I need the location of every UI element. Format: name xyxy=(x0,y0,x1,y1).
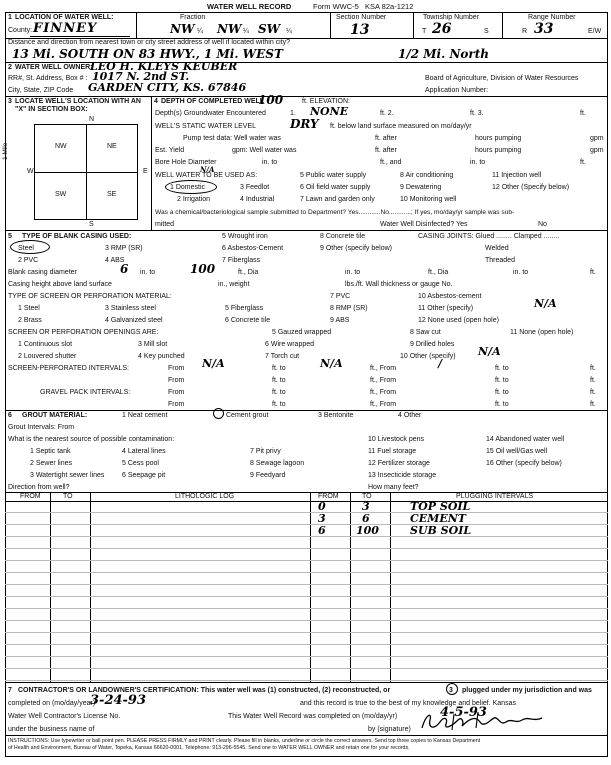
range-prefix: R xyxy=(522,28,528,35)
log-rule xyxy=(5,620,608,621)
submitted-label: mitted xyxy=(155,221,175,228)
perf-mark-3[interactable]: / xyxy=(438,357,443,370)
use-irrigation[interactable]: 2 Irrigation xyxy=(177,196,211,203)
how-many-feet-label: How many feet? xyxy=(368,484,419,491)
in-to: in. to xyxy=(345,269,361,276)
casing-fiberglass[interactable]: 7 Fiberglass xyxy=(222,257,261,264)
screen-pvc[interactable]: 7 PVC xyxy=(330,293,351,300)
ft-to: ft. to xyxy=(272,389,286,396)
locate-label: LOCATE WELL'S LOCATION WITH AN "X" IN SECTION BOX: xyxy=(15,98,141,113)
depth-value[interactable]: 100 xyxy=(258,93,284,107)
contam-insecticide[interactable]: 13 Insecticide storage xyxy=(368,472,437,479)
mile-label: 1 Mile xyxy=(2,142,9,160)
from: From xyxy=(168,389,185,396)
est-yield-label: Est. Yield xyxy=(155,147,185,154)
ft: ft. xyxy=(580,159,586,166)
joints-welded[interactable]: Welded xyxy=(485,245,509,252)
ft-from: ft., From xyxy=(370,389,397,396)
casing-other[interactable]: 9 Other (specify below) xyxy=(320,245,392,252)
license-label: Water Well Contractor's License No. xyxy=(8,713,121,720)
plug-to[interactable]: 3 xyxy=(362,500,370,513)
certification-text: CONTRACTOR'S OR LANDOWNER'S CERTIFICATION: This water well was (1) constructed, (2) reconstructed, or xyxy=(18,687,391,694)
plug-desc[interactable]: SUB SOIL xyxy=(410,524,472,537)
completed-value[interactable]: 3-24-93 xyxy=(90,693,147,708)
contam-cess[interactable]: 5 Cess pool xyxy=(122,460,159,467)
completed-label: completed on (mo/day/year) xyxy=(8,700,96,707)
plug-from[interactable]: 0 xyxy=(318,500,326,513)
ft: ft. xyxy=(590,269,596,276)
ft-from: ft., From xyxy=(370,401,397,408)
opening-wire[interactable]: 6 Wire wrapped xyxy=(265,341,315,348)
ft-from: ft., From xyxy=(370,377,397,384)
static-level-label: WELL'S STATIC WATER LEVEL xyxy=(155,123,257,130)
hours-pumping: hours pumping xyxy=(475,147,522,154)
log-header-from2: FROM xyxy=(318,493,339,500)
use-lawn[interactable]: 7 Lawn and garden only xyxy=(300,196,375,203)
contam-lateral[interactable]: 4 Lateral lines xyxy=(122,448,166,455)
screen-rmp[interactable]: 8 RMP (SR) xyxy=(330,305,368,312)
screen-asbestos[interactable]: 10 Asbestos-cement xyxy=(418,293,482,300)
casing-diameter-label: Blank casing diameter xyxy=(8,269,77,276)
owner-label: WATER WELL OWNER: xyxy=(15,64,93,71)
ft-to: ft. to xyxy=(495,389,509,396)
casing-type-label: TYPE OF BLANK CASING USED: xyxy=(22,233,132,240)
log-col xyxy=(390,493,391,682)
opening-other[interactable]: 10 Other (specify) xyxy=(400,353,456,360)
contam-other[interactable]: 16 Other (specify below) xyxy=(486,460,562,467)
bore-diameter-label: Bore Hole Diameter xyxy=(155,159,217,166)
section-7-number: 7 xyxy=(8,687,12,694)
hours-pumping: hours pumping xyxy=(475,135,522,142)
opening-key[interactable]: 4 Key punched xyxy=(138,353,185,360)
log-rule xyxy=(5,608,608,609)
section-number-value[interactable]: 13 xyxy=(350,22,370,38)
section-box-hline xyxy=(34,172,138,173)
grout-other[interactable]: 4 Other xyxy=(398,412,422,419)
screen-stainless[interactable]: 3 Stainless steel xyxy=(105,305,156,312)
business-name-label: under the business name of xyxy=(8,726,95,733)
log-rule xyxy=(5,584,608,585)
pump-test-label: Pump test data: Well water was xyxy=(183,135,281,142)
contam-seepage[interactable]: 6 Seepage pit xyxy=(122,472,166,479)
true-statement: and this record is true to the best of my knowledge and belief. Kansas xyxy=(300,700,516,707)
disinfected-label: Water Well Disinfected? Yes xyxy=(380,221,468,228)
distance-label: Distance and direction from nearest town or city street address of well if located within city? xyxy=(8,39,291,46)
log-rule xyxy=(5,512,608,513)
log-header-plugging: PLUGGING INTERVALS xyxy=(456,493,534,500)
range-value[interactable]: 33 xyxy=(534,21,554,37)
section-6-number: 6 xyxy=(8,412,12,419)
perforated-intervals-label: SCREEN-PERFORATED INTERVALS: xyxy=(8,365,129,372)
casing-asbestos[interactable]: 6 Asbestos-Cement xyxy=(222,245,284,252)
divider xyxy=(413,12,414,38)
ft-dia: ft., Dia xyxy=(238,269,259,276)
rule xyxy=(5,410,608,411)
use-label: WELL WATER TO BE USED AS: xyxy=(155,172,258,179)
ksa-reference: KSA 82a-1212 xyxy=(365,2,414,11)
screen-steel[interactable]: 1 Steel xyxy=(18,305,40,312)
ft-after: ft. after xyxy=(375,135,397,142)
log-rule xyxy=(5,632,608,633)
openings-label: SCREEN OR PERFORATION OPENINGS ARE: xyxy=(8,329,159,336)
gpm-well-water: gpm: Well water was xyxy=(232,147,297,154)
application-label: Application Number: xyxy=(425,87,489,94)
screen-other[interactable]: 11 Other (specify) xyxy=(418,305,474,312)
ne-quadrant: NE xyxy=(107,143,117,150)
log-rule xyxy=(5,680,608,681)
section-number-label: Section Number xyxy=(336,14,387,21)
county-line xyxy=(30,36,130,37)
steel-circle xyxy=(10,240,50,254)
county-label: County: xyxy=(8,27,33,34)
from: From xyxy=(168,365,185,372)
sw-quadrant: SW xyxy=(55,191,67,198)
contam-abandoned-well[interactable]: 14 Abandoned water well xyxy=(486,436,565,443)
log-header-lithologic: LITHOLOGIC LOG xyxy=(175,493,235,500)
section-2-number: 2 xyxy=(8,64,12,71)
address-label: RR#, St. Address, Box # : xyxy=(8,75,88,82)
rule xyxy=(5,501,608,502)
ft: ft. xyxy=(590,365,596,372)
log-rule xyxy=(5,572,608,573)
domestic-circle xyxy=(165,180,217,194)
log-rule xyxy=(5,524,608,525)
joints-threaded[interactable]: Threaded xyxy=(485,257,515,264)
gpm: gpm xyxy=(590,147,604,154)
range-label: Range Number xyxy=(528,14,576,21)
contam-fuel[interactable]: 11 Fuel storage xyxy=(368,448,417,455)
opening-continuous[interactable]: 1 Continuous slot xyxy=(18,341,73,348)
log-col xyxy=(350,493,351,682)
casing-diameter-value[interactable]: 6 xyxy=(120,262,129,276)
casing-height-label: Casing height above land surface xyxy=(8,281,112,288)
plug-from[interactable]: 6 xyxy=(318,524,326,537)
log-header-to2: TO xyxy=(362,493,372,500)
ft-to: ft. to xyxy=(272,365,286,372)
log-rule xyxy=(5,596,608,597)
quarter-symbol: ¼ xyxy=(243,28,249,35)
depth-label: DEPTH OF COMPLETED WELL xyxy=(161,98,265,105)
ft-to: ft. to xyxy=(495,401,509,408)
rule xyxy=(5,96,608,97)
township-prefix: T xyxy=(422,28,427,35)
record-completed-value[interactable]: 4-5-93 xyxy=(440,705,487,720)
plug-desc[interactable]: CEMENT xyxy=(410,512,466,525)
rule xyxy=(5,230,608,231)
ft-to: ft. to xyxy=(495,377,509,384)
log-rule xyxy=(5,656,608,657)
use-industrial[interactable]: 4 Industrial xyxy=(240,196,275,203)
log-rule xyxy=(5,560,608,561)
screen-abs[interactable]: 9 ABS xyxy=(330,317,350,324)
ft: ft. xyxy=(590,401,596,408)
ft-and: ft., and xyxy=(380,159,402,166)
divider xyxy=(502,12,503,38)
contam-feedyard[interactable]: 9 Feedyard xyxy=(250,472,286,479)
log-header-to: TO xyxy=(63,493,73,500)
use-domestic[interactable]: 1 Domestic xyxy=(170,184,206,191)
instructions-line-1: INSTRUCTIONS: Use typewriter or ball point pen. PLEASE PRESS FIRMLY and PRINT clearly. Please fill in blanks, underline or circle the correct answers. Send top three copies to Kansas Department xyxy=(8,738,481,744)
section-4-number: 4 xyxy=(154,98,158,105)
contam-oil-gas[interactable]: 15 Oil well/Gas well xyxy=(486,448,548,455)
plug-to[interactable]: 100 xyxy=(356,524,379,537)
plugged-choice[interactable]: 3 xyxy=(449,687,453,694)
grout-circle xyxy=(213,408,224,419)
screen-none[interactable]: 12 None used (open hole) xyxy=(418,317,499,324)
groundwater-ft2: ft. 2. xyxy=(380,110,394,117)
opening-torch[interactable]: 7 Torch cut xyxy=(265,353,300,360)
opening-louvered[interactable]: 2 Louvered shutter xyxy=(18,353,77,360)
log-col xyxy=(310,493,311,682)
contam-watertight[interactable]: 3 Watertight sewer lines xyxy=(30,472,105,479)
county-value[interactable]: FINNEY xyxy=(33,21,98,36)
screen-mark[interactable]: N/A xyxy=(534,297,557,310)
township-suffix: S xyxy=(484,28,489,35)
divider xyxy=(151,96,152,230)
divider xyxy=(330,12,331,38)
from: From xyxy=(168,401,185,408)
ft-to: ft. to xyxy=(272,401,286,408)
ft-dia: ft., Dia xyxy=(428,269,449,276)
grout-neat-cement[interactable]: 1 Neat cement xyxy=(122,412,168,419)
south-label: S xyxy=(89,221,94,228)
screen-brass[interactable]: 2 Brass xyxy=(18,317,42,324)
in-to: in. to xyxy=(140,269,156,276)
contam-lagoon[interactable]: 8 Sewage lagoon xyxy=(250,460,305,467)
groundwater-ft3: ft. 3. xyxy=(470,110,484,117)
use-monitoring[interactable]: 10 Monitoring well xyxy=(400,196,457,203)
opening-mark[interactable]: N/A xyxy=(478,345,501,358)
chemical-sample-question: Was a chemical/bacteriological sample submitted to Department? Yes............No............; If yes, mo/day/yr sample was sub- xyxy=(155,209,515,216)
se-quadrant: SE xyxy=(107,191,117,198)
grout-bentonite[interactable]: 3 Bentonite xyxy=(318,412,354,419)
fraction-label: Fraction xyxy=(180,14,206,21)
contractor-signature xyxy=(418,708,548,734)
groundwater-value[interactable]: NONE xyxy=(310,105,349,118)
groundwater-1: 1. xyxy=(290,110,296,117)
casing-concrete[interactable]: 8 Concrete tile xyxy=(320,233,366,240)
perf-mark-2[interactable]: N/A xyxy=(320,357,343,370)
record-completed-label: This Water Well Record was completed on (mo/day/yr) xyxy=(228,713,398,720)
groundwater-ft: ft. xyxy=(580,110,586,117)
use-injection[interactable]: 11 Injection well xyxy=(492,172,542,179)
casing-wrought-iron[interactable]: 5 Wrought iron xyxy=(222,233,268,240)
log-rule xyxy=(5,668,608,669)
ft: ft. xyxy=(590,389,596,396)
east-label: E xyxy=(143,168,148,175)
static-level-unit: ft. below land surface measured on mo/day/yr xyxy=(330,123,472,130)
distance-value-2[interactable]: 1/2 Mi. North xyxy=(398,47,490,61)
plug-from[interactable]: 3 xyxy=(318,512,326,525)
use-feedlot[interactable]: 3 Feedlot xyxy=(240,184,270,191)
casing-to-value[interactable]: 100 xyxy=(190,262,216,276)
city-value[interactable]: GARDEN CITY, KS. 67846 xyxy=(88,81,247,94)
log-rule xyxy=(5,536,608,537)
casing-joints-label: CASING JOINTS: Glued ........ Clamped ........ xyxy=(418,233,560,240)
depth-unit: ft. ELEVATION: xyxy=(302,98,350,105)
north-label: N xyxy=(89,116,95,123)
fraction-3[interactable]: SW xyxy=(258,22,281,36)
contam-septic[interactable]: 1 Septic tank xyxy=(30,448,71,455)
contam-sewer[interactable]: 2 Sewer lines xyxy=(30,460,73,467)
west-label: W xyxy=(27,168,34,175)
gravel-intervals-label: GRAVEL PACK INTERVALS: xyxy=(40,389,131,396)
plug-to[interactable]: 6 xyxy=(362,512,370,525)
disinfected-no[interactable]: No xyxy=(538,221,547,228)
opening-drilled[interactable]: 9 Drilled holes xyxy=(410,341,455,348)
in-to: in. to xyxy=(513,269,529,276)
use-other[interactable]: 12 Other (Specify below) xyxy=(492,184,570,191)
opening-mill[interactable]: 3 Mill slot xyxy=(138,341,168,348)
range-suffix: E/W xyxy=(588,28,602,35)
use-dewatering[interactable]: 9 Dewatering xyxy=(400,184,442,191)
rule xyxy=(5,735,608,736)
opening-gauzed[interactable]: 5 Gauzed wrapped xyxy=(272,329,332,336)
direction-label: Direction from well? xyxy=(8,484,70,491)
section-3-number: 3 xyxy=(8,98,12,105)
owner-value[interactable]: LEO H. KLEYS KEUBER xyxy=(90,60,238,73)
ft-after: ft. after xyxy=(375,147,397,154)
rule xyxy=(5,682,608,683)
ft-to: ft. to xyxy=(272,377,286,384)
grout-intervals-label: Grout Intervals: From xyxy=(8,424,75,431)
contam-privy[interactable]: 7 Pit privy xyxy=(250,448,281,455)
static-level-value[interactable]: DRY xyxy=(290,117,319,131)
wall-thickness-label: lbs./ft. Wall thickness or gauge No. xyxy=(345,281,453,288)
contamination-label: What is the nearest source of possible contamination: xyxy=(8,436,175,443)
screen-galvanized[interactable]: 4 Galvanized steel xyxy=(105,317,163,324)
casing-steel[interactable]: Steel xyxy=(18,245,34,252)
log-header-from: FROM xyxy=(20,493,41,500)
casing-abs[interactable]: 4 ABS xyxy=(105,257,125,264)
use-air-conditioning[interactable]: 8 Air conditioning xyxy=(400,172,454,179)
ft: ft. xyxy=(590,377,596,384)
from: From xyxy=(168,377,185,384)
fraction-2[interactable]: NW xyxy=(217,22,242,36)
gpm: gpm xyxy=(590,135,604,142)
board-label: Board of Agriculture, Division of Water Resources xyxy=(425,75,579,82)
township-value[interactable]: 26 xyxy=(432,21,452,37)
city-label: City, State, ZIP Code xyxy=(8,87,74,94)
grout-cement[interactable]: Cement grout xyxy=(226,412,269,419)
groundwater-label: Depth(s) Groundwater Encountered xyxy=(155,110,266,117)
form-title: WATER WELL RECORD xyxy=(207,2,292,11)
grout-label: GROUT MATERIAL: xyxy=(22,412,88,419)
ft-from: ft., From xyxy=(370,365,397,372)
use-public[interactable]: 5 Public water supply xyxy=(300,172,367,179)
section-1-number: 1 xyxy=(8,14,12,21)
log-rule xyxy=(5,548,608,549)
screen-concrete[interactable]: 6 Concrete tile xyxy=(225,317,271,324)
use-oil-field[interactable]: 6 Oil field water supply xyxy=(300,184,371,191)
casing-rmp[interactable]: 3 RMP (SR) xyxy=(105,245,143,252)
location-label: LOCATION OF WATER WELL: xyxy=(15,14,114,21)
screen-material-label: TYPE OF SCREEN OR PERFORATION MATERIAL: xyxy=(8,293,172,300)
signature-label: by (signature) xyxy=(368,726,411,733)
contam-livestock[interactable]: 10 Livestock pens xyxy=(368,436,425,443)
quarter-symbol: ¼ xyxy=(197,28,203,35)
log-rule xyxy=(5,644,608,645)
log-col xyxy=(90,493,91,682)
quarter-symbol: ¼ xyxy=(286,28,292,35)
section-5-number: 5 xyxy=(8,233,12,240)
nw-quadrant: NW xyxy=(55,143,67,150)
township-label: Township Number xyxy=(423,14,480,21)
in-to: in. to xyxy=(262,159,278,166)
address-value[interactable]: 1017 N. 2nd ST. xyxy=(92,70,190,83)
contam-fertilizer[interactable]: 12 Fertilizer storage xyxy=(368,460,430,467)
opening-none[interactable]: 11 None (open hole) xyxy=(510,329,574,336)
opening-saw[interactable]: 8 Saw cut xyxy=(410,329,441,336)
perf-mark-1[interactable]: N/A xyxy=(202,357,225,370)
log-col xyxy=(50,493,51,682)
distance-value[interactable]: 13 Mi. SOUTH ON 83 HWY., 1 Mi. WEST xyxy=(12,47,283,61)
divider xyxy=(136,12,137,38)
use-mark: N/A xyxy=(200,165,215,174)
instructions-line-2: of Health and Environment, Bureau of Water, Topeka, Kansas 66620-0001. Telephone: 913-296-5545. Send one to WATER WELL OWNER and retain one for your records. xyxy=(8,745,410,751)
plug-desc[interactable]: TOP SOIL xyxy=(410,500,471,513)
form-number: Form WWC-5 xyxy=(313,2,359,11)
certification-end: plugged under my jurisdiction and was xyxy=(462,687,592,694)
in-weight: in., weight xyxy=(218,281,250,288)
casing-pvc[interactable]: 2 PVC xyxy=(18,257,39,264)
in-to: in. to xyxy=(470,159,486,166)
fraction-1[interactable]: NW xyxy=(170,22,195,36)
ft-to: ft. to xyxy=(495,365,509,372)
screen-fiberglass[interactable]: 5 Fiberglass xyxy=(225,305,264,312)
